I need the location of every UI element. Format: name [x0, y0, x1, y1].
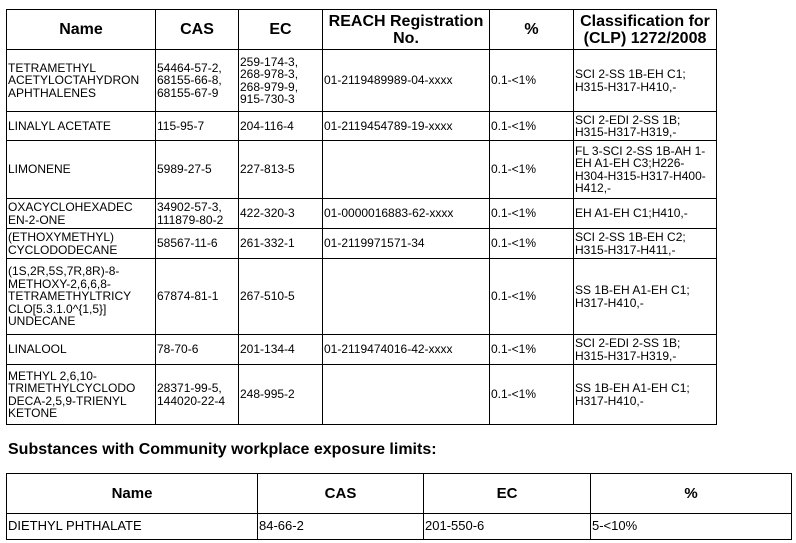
table-row — [7, 229, 717, 259]
cell-ec: 259-174-3, 268-978-3, 268-979-9, 915-730-3 — [239, 50, 323, 112]
cell-ec: 261-332-1 — [239, 229, 323, 259]
cell-name: DIETHYL PHTHALATE — [7, 514, 258, 540]
cell-percent: 0.1-<1% — [490, 141, 574, 199]
cell-name: LINALYL ACETATE — [7, 112, 156, 141]
cell-reach — [323, 141, 490, 199]
cell-percent: 0.1-<1% — [490, 229, 574, 259]
header-reach: REACH Registration No. — [323, 10, 490, 50]
cell-cas: 58567-11-6 — [156, 229, 239, 259]
cell-name: TETRAMETHYL ACETYLOCTAHYDRON APHTHALENES — [7, 50, 156, 112]
table-row — [7, 514, 792, 540]
cell-name: LINALOOL — [7, 335, 156, 365]
cell-ec: 201-134-4 — [239, 335, 323, 365]
cell-name: (1S,2R,5S,7R,8R)-8-METHOXY-2,6,6,8-TETRAMETHYLTRICY CLO[5.3.1.0^{1,5}] UNDECANE — [7, 259, 156, 335]
cell-reach: 01-2119489989-04-xxxx — [323, 50, 490, 112]
exposure-limits-table — [6, 473, 792, 540]
cell-classification: FL 3-SCI 2-SS 1B-AH 1-EH A1-EH C3;H226-H304-H315-H317-H400-H412,- — [574, 141, 717, 199]
cell-ec: 227-813-5 — [239, 141, 323, 199]
cell-cas: 115-95-7 — [156, 112, 239, 141]
cell-reach: 01-2119474016-42-xxxx — [323, 335, 490, 365]
cell-cas: 67874-81-1 — [156, 259, 239, 335]
cell-name: LIMONENE — [7, 141, 156, 199]
cell-name: METHYL 2,6,10-TRIMETHYLCYCLODO DECA-2,5,9-TRIENYL KETONE — [7, 365, 156, 425]
cell-classification: SCI 2-SS 1B-EH C2; H315-H317-H411,- — [574, 229, 717, 259]
classification-table — [6, 9, 717, 425]
cell-reach: 01-0000016883-62-xxxx — [323, 199, 490, 229]
header-ec: EC — [239, 10, 323, 50]
cell-percent: 0.1-<1% — [490, 50, 574, 112]
cell-cas: 84-66-2 — [258, 514, 424, 540]
cell-cas: 54464-57-2, 68155-66-8, 68155-67-9 — [156, 50, 239, 112]
cell-ec: 201-550-6 — [424, 514, 591, 540]
table-row — [7, 259, 717, 335]
header-classification: Classification for (CLP) 1272/2008 — [574, 10, 717, 50]
table-row — [7, 141, 717, 199]
table-row — [7, 365, 717, 425]
cell-ec: 267-510-5 — [239, 259, 323, 335]
cell-ec: 248-995-2 — [239, 365, 323, 425]
cell-classification: SCI 2-EDI 2-SS 1B; H315-H317-H319,- — [574, 112, 717, 141]
cell-percent: 0.1-<1% — [490, 112, 574, 141]
cell-percent: 0.1-<1% — [490, 365, 574, 425]
cell-classification: SCI 2-EDI 2-SS 1B; H315-H317-H319,- — [574, 335, 717, 365]
cell-name: (ETHOXYMETHYL) CYCLODODECANE — [7, 229, 156, 259]
cell-cas: 5989-27-5 — [156, 141, 239, 199]
section-heading: Substances with Community workplace exposure limits: — [8, 441, 437, 458]
cell-classification: SS 1B-EH A1-EH C1; H317-H410,- — [574, 259, 717, 335]
cell-reach: 01-2119454789-19-xxxx — [323, 112, 490, 141]
cell-ec: 204-116-4 — [239, 112, 323, 141]
cell-percent: 0.1-<1% — [490, 335, 574, 365]
table-row — [7, 199, 717, 229]
cell-percent: 0.1-<1% — [490, 259, 574, 335]
cell-classification: EH A1-EH C1;H410,- — [574, 199, 717, 229]
header-cas: CAS — [156, 10, 239, 50]
table-row — [7, 50, 717, 112]
header-ec: EC — [424, 474, 591, 514]
header-row — [7, 474, 792, 514]
cell-ec: 422-320-3 — [239, 199, 323, 229]
cell-percent: 5-<10% — [591, 514, 792, 540]
cell-reach — [323, 365, 490, 425]
table-row — [7, 112, 717, 141]
cell-percent: 0.1-<1% — [490, 199, 574, 229]
cell-reach: 01-2119971571-34 — [323, 229, 490, 259]
cell-cas: 28371-99-5, 144020-22-4 — [156, 365, 239, 425]
header-name: Name — [7, 474, 258, 514]
header-row — [7, 10, 717, 50]
header-percent: % — [591, 474, 792, 514]
cell-reach — [323, 259, 490, 335]
cell-classification: SS 1B-EH A1-EH C1; H317-H410,- — [574, 365, 717, 425]
header-name: Name — [7, 10, 156, 50]
header-percent: % — [490, 10, 574, 50]
table-row — [7, 335, 717, 365]
cell-cas: 78-70-6 — [156, 335, 239, 365]
cell-cas: 34902-57-3, 111879-80-2 — [156, 199, 239, 229]
cell-name: OXACYCLOHEXADEC EN-2-ONE — [7, 199, 156, 229]
cell-classification: SCI 2-SS 1B-EH C1; H315-H317-H410,- — [574, 50, 717, 112]
header-cas: CAS — [258, 474, 424, 514]
